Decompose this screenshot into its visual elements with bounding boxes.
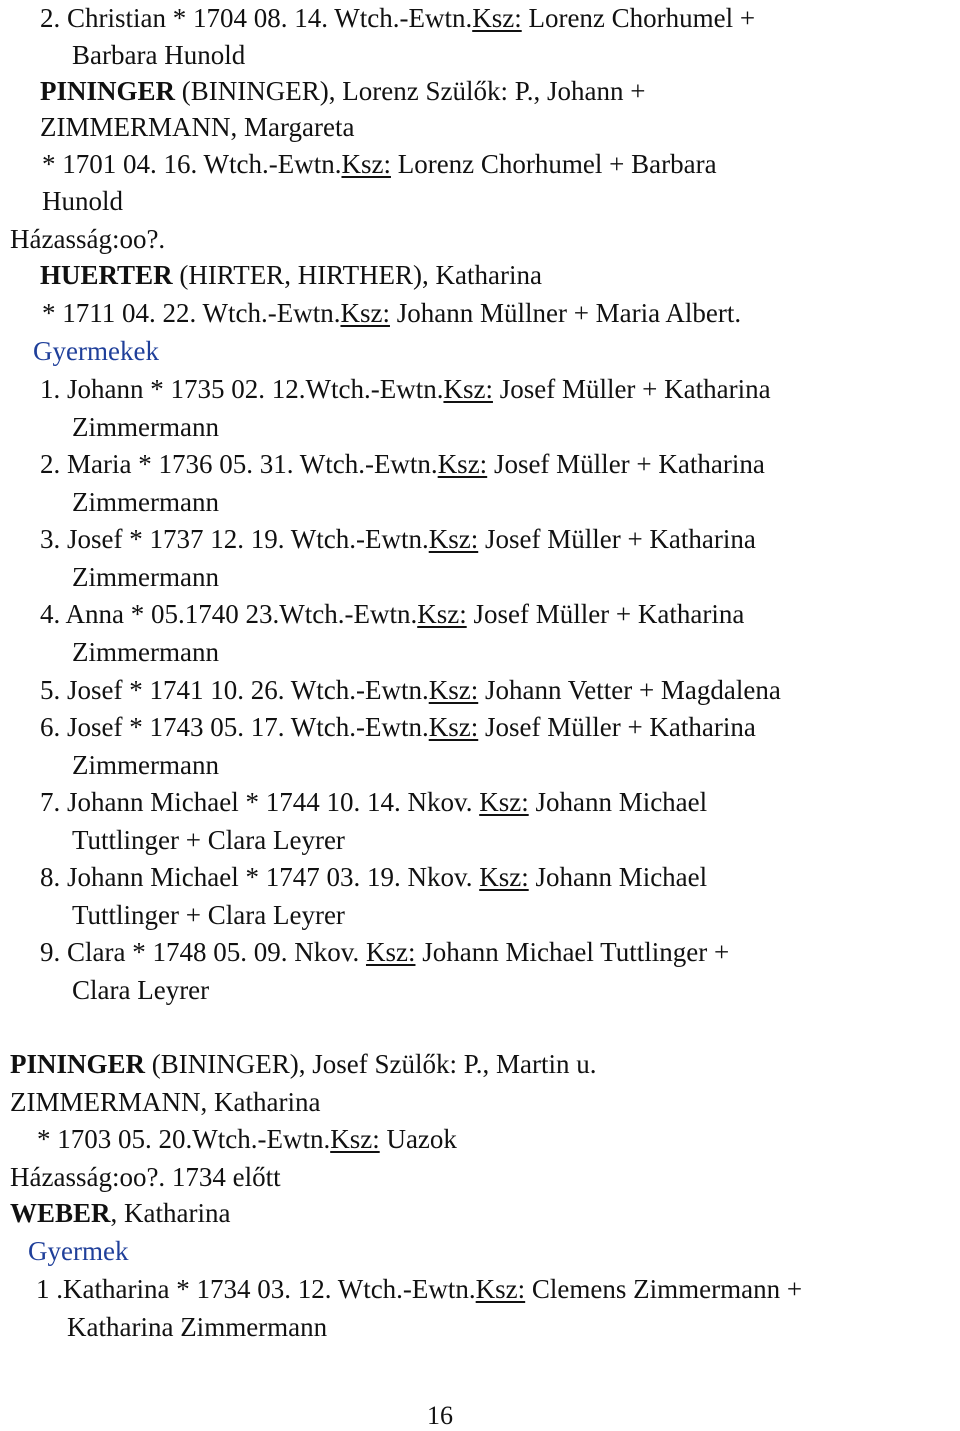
line-text: Josef Müller + Katharina [478, 712, 756, 742]
line-text: Zimmermann [72, 412, 219, 442]
person-heading [10, 1047, 597, 1081]
line-text: Johann Müllner + Maria Albert. [389, 298, 742, 328]
ksz-label: Ksz: [428, 675, 479, 705]
line-text: Josef Müller + Katharina [487, 449, 765, 479]
line-text: Clemens Zimmermann + [525, 1274, 803, 1304]
line-text: Házasság:oo?. 1734 előtt [10, 1162, 281, 1192]
ksz-label: Ksz: [341, 149, 391, 179]
line-text: 8. Johann Michael * 1747 03. 19. Nkov. [40, 862, 480, 892]
line-text: (BININGER), Lorenz Szülők: P., Johann + [175, 76, 646, 106]
line-text: 3. Josef * 1737 12. 19. Wtch.-Ewtn. [40, 524, 429, 554]
spouse-heading [40, 258, 542, 292]
line-text: Johann Michael [528, 787, 708, 817]
ksz-label: Ksz: [417, 599, 467, 629]
ksz-label: Ksz: [479, 787, 529, 817]
line-text: Tuttlinger + Clara Leyrer [72, 825, 345, 855]
line-text: Johann Michael [528, 862, 708, 892]
line-text: Lorenz Chorhumel + Barbara [390, 149, 717, 179]
entry-line [72, 560, 219, 594]
line-text: 4. Anna * 05.1740 23.Wtch.-Ewtn. [40, 599, 418, 629]
page-number: 16 [427, 1401, 453, 1430]
line-text: Hunold [42, 186, 123, 216]
line-text: Josef Müller + Katharina [492, 374, 771, 404]
entry-line [72, 898, 345, 932]
line-text: (BININGER), Josef Szülők: P., Martin u. [145, 1049, 597, 1079]
entry-line [72, 823, 345, 857]
entry-line [42, 184, 123, 218]
line-text: Johann Vetter + Magdalena [478, 675, 781, 705]
line-text: Katharina Zimmermann [67, 1312, 328, 1342]
spouse-heading [10, 1196, 230, 1230]
child-entry [40, 785, 707, 819]
ksz-label: Ksz: [475, 1274, 526, 1304]
line-text: 1 .Katharina * 1734 03. 12. Wtch.-Ewtn. [36, 1274, 476, 1304]
entry-line [42, 296, 741, 330]
ksz-label: Ksz: [428, 712, 479, 742]
entry-line [72, 635, 219, 669]
child-entry [36, 1272, 802, 1306]
line-text: Barbara Hunold [72, 40, 246, 70]
line-text: Clara Leyrer [72, 975, 210, 1005]
surname: WEBER [10, 1198, 111, 1228]
child-entry [40, 522, 756, 556]
line-text: Házasság:oo?. [10, 224, 166, 254]
line-text: 2. Christian * 1704 08. 14. Wtch.-Ewtn. [40, 3, 473, 33]
child-entry [40, 935, 729, 969]
entry-line [10, 1085, 320, 1119]
line-text: Josef Müller + Katharina [466, 599, 745, 629]
line-text: 9. Clara * 1748 05. 09. Nkov. [40, 937, 366, 967]
line-text: Uazok [379, 1124, 457, 1154]
line-text: Gyermekek [33, 336, 159, 366]
ksz-label: Ksz: [428, 524, 479, 554]
ksz-label: Ksz: [330, 1124, 380, 1154]
entry-line [37, 1122, 457, 1156]
ksz-label: Ksz: [365, 937, 416, 967]
entry-line [67, 1310, 327, 1344]
line-text: Zimmermann [72, 562, 219, 592]
surname: HUERTER [40, 260, 173, 290]
line-text: * 1711 04. 22. Wtch.-Ewtn. [42, 298, 341, 328]
entry-line [72, 410, 219, 444]
entry-line [40, 110, 354, 144]
line-text: 7. Johann Michael * 1744 10. 14. Nkov. [40, 787, 480, 817]
entry-line [72, 485, 219, 519]
child-entry [40, 860, 707, 894]
line-text: * 1701 04. 16. Wtch.-Ewtn. [42, 149, 342, 179]
line-text: Zimmermann [72, 487, 219, 517]
entry-line [72, 38, 245, 72]
ksz-label: Ksz: [437, 449, 488, 479]
child-entry [40, 710, 756, 744]
line-text: 2. Maria * 1736 05. 31. Wtch.-Ewtn. [40, 449, 438, 479]
marriage-line [10, 222, 165, 256]
ksz-label: Ksz: [472, 3, 522, 33]
child-entry [40, 447, 765, 481]
line-text: Lorenz Chorhumel + [521, 3, 756, 33]
line-text: Zimmermann [72, 750, 219, 780]
children-heading [33, 334, 159, 368]
line-text: Zimmermann [72, 637, 219, 667]
child-entry [40, 597, 744, 631]
child-entry [40, 372, 771, 406]
line-text: , Katharina [110, 1198, 231, 1228]
ksz-label: Ksz: [443, 374, 493, 404]
entry-line [40, 1, 755, 35]
marriage-line [10, 1160, 281, 1194]
surname: PININGER [40, 76, 176, 106]
line-text: Tuttlinger + Clara Leyrer [72, 900, 345, 930]
person-heading [40, 74, 645, 108]
line-text: * 1703 05. 20.Wtch.-Ewtn. [37, 1124, 331, 1154]
line-text: ZIMMERMANN, Margareta [40, 112, 355, 142]
line-text: Josef Müller + Katharina [478, 524, 756, 554]
entry-line [72, 748, 219, 782]
line-text: (HIRTER, HIRTHER), Katharina [172, 260, 542, 290]
line-text: 6. Josef * 1743 05. 17. Wtch.-Ewtn. [40, 712, 429, 742]
ksz-label: Ksz: [479, 862, 529, 892]
children-heading [28, 1234, 128, 1268]
child-entry [40, 673, 781, 707]
line-text: ZIMMERMANN, Katharina [10, 1087, 321, 1117]
line-text: Johann Michael Tuttlinger + [415, 937, 730, 967]
line-text: Gyermek [28, 1236, 129, 1266]
entry-line [42, 147, 717, 181]
ksz-label: Ksz: [340, 298, 390, 328]
entry-line [72, 973, 209, 1007]
line-text: 1. Johann * 1735 02. 12.Wtch.-Ewtn. [40, 374, 444, 404]
line-text: 5. Josef * 1741 10. 26. Wtch.-Ewtn. [40, 675, 429, 705]
surname: PININGER [10, 1049, 146, 1079]
